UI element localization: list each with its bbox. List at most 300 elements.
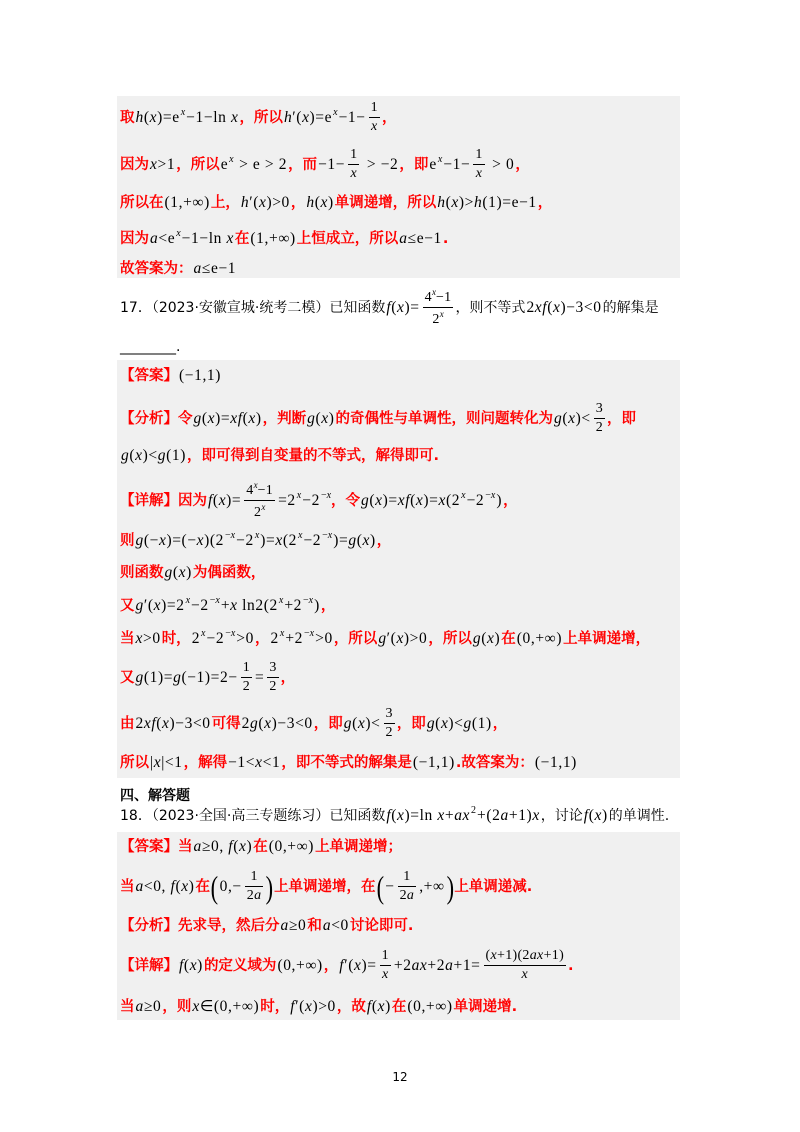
math-variable: x bbox=[487, 630, 495, 647]
math-variable: f bbox=[179, 957, 184, 974]
math-variable: x bbox=[490, 490, 496, 501]
fraction bbox=[244, 481, 275, 520]
superscript: −x bbox=[322, 530, 333, 541]
solution-line bbox=[120, 866, 532, 906]
math-expression: g′(x)=2 bbox=[135, 597, 185, 614]
red-bold-text: 当 bbox=[120, 879, 135, 895]
math-expression: g(x)=xf(x)=x(2 bbox=[361, 492, 461, 509]
red-bold-text: ， bbox=[537, 195, 553, 211]
math-variable: x bbox=[275, 532, 283, 549]
red-bold-text: 在 bbox=[234, 231, 250, 247]
math-variable: a bbox=[254, 888, 262, 903]
math-expression: −1 bbox=[435, 290, 452, 305]
math-variable: x bbox=[381, 967, 389, 982]
math-expression: f(x)=ln x+ax bbox=[386, 807, 471, 824]
math-variable: x bbox=[375, 492, 383, 509]
math-variable: a bbox=[406, 888, 415, 903]
math-variable: x bbox=[153, 754, 162, 771]
math-variable: x bbox=[135, 630, 143, 647]
red-bold-text: 在 bbox=[253, 839, 268, 855]
red-bold-text: 上， bbox=[210, 195, 240, 211]
superscript bbox=[438, 154, 442, 165]
red-bold-text: 【答案】当 bbox=[120, 839, 193, 855]
solution-line bbox=[120, 945, 574, 985]
math-variable: f bbox=[208, 492, 213, 509]
red-bold-text: 上单调递增，在 bbox=[274, 879, 376, 895]
math-variable: g bbox=[307, 410, 316, 427]
math-expression: f(x) bbox=[583, 807, 608, 824]
math-variable: x bbox=[264, 715, 272, 732]
math-expression: 2g(x)−3<0 bbox=[241, 715, 313, 732]
math-variable: x bbox=[490, 948, 498, 963]
red-bold-text: 在 bbox=[195, 879, 210, 895]
red-bold-text: ，所以 bbox=[239, 110, 283, 126]
red-bold-text: ，解得 bbox=[183, 755, 228, 771]
math-expression: (−1,1) bbox=[534, 754, 577, 771]
math-variable: x bbox=[438, 492, 446, 509]
math-expression: (0,+∞) bbox=[407, 998, 453, 1015]
math-variable: x bbox=[326, 490, 332, 501]
math-variable: g bbox=[164, 564, 173, 581]
math-expression: g(x)<g(1) bbox=[426, 715, 492, 732]
math-variable: g bbox=[343, 715, 353, 732]
red-bold-text: 所以 bbox=[120, 755, 149, 771]
math-variable: x bbox=[162, 715, 170, 732]
math-variable: ax bbox=[411, 957, 428, 974]
math-variable: x bbox=[521, 967, 529, 982]
math-variable: x bbox=[431, 287, 436, 297]
math-expression: e bbox=[220, 156, 229, 173]
math-expression: f′(x)= bbox=[339, 957, 377, 974]
math-expression: +(2a+1)x bbox=[477, 807, 540, 824]
math-expression: e bbox=[429, 156, 437, 173]
math-variable: x bbox=[254, 530, 260, 541]
math-expression bbox=[522, 967, 529, 982]
solution-line bbox=[120, 97, 396, 137]
math-variable: ax bbox=[454, 807, 471, 824]
question-text: ，则不等式 bbox=[455, 300, 526, 316]
math-variable: x bbox=[357, 715, 366, 732]
big-parenthesis: ( bbox=[210, 868, 219, 905]
fraction-numerator bbox=[241, 661, 252, 678]
red-bold-text: 则 bbox=[120, 533, 135, 549]
math-variable: x bbox=[158, 532, 167, 549]
math-variable: x bbox=[320, 194, 329, 211]
solution-line bbox=[120, 703, 507, 743]
math-variable: ax bbox=[529, 948, 544, 963]
superscript: −x bbox=[320, 490, 332, 501]
math-expression: a<0 bbox=[322, 917, 349, 934]
fraction-numerator bbox=[244, 481, 275, 501]
superscript: −x bbox=[209, 595, 220, 606]
math-expression: = bbox=[255, 669, 265, 686]
math-expression: g(x)< bbox=[554, 410, 591, 427]
math-expression: −2 bbox=[303, 532, 322, 549]
math-variable: x bbox=[298, 530, 303, 541]
solution-line bbox=[120, 144, 530, 184]
red-bold-text: 和 bbox=[307, 918, 322, 934]
math-variable: a bbox=[150, 230, 159, 247]
math-expression: a≥0, f(x) bbox=[193, 838, 253, 855]
math-variable: g bbox=[157, 447, 167, 464]
math-variable: x bbox=[196, 532, 205, 549]
fraction bbox=[398, 870, 417, 903]
superscript bbox=[176, 228, 180, 239]
math-variable: x bbox=[189, 957, 198, 974]
math-variable: x bbox=[215, 595, 220, 606]
superscript bbox=[298, 530, 302, 541]
math-variable: x bbox=[437, 807, 445, 824]
superscript bbox=[186, 595, 190, 606]
superscript: −x bbox=[225, 628, 236, 639]
fraction-denominator bbox=[241, 678, 252, 694]
math-variable: g bbox=[361, 492, 370, 509]
big-parenthesis: ) bbox=[446, 868, 454, 905]
math-variable: x bbox=[415, 492, 424, 509]
math-variable: x bbox=[461, 490, 466, 501]
math-expression: 2a bbox=[399, 888, 415, 903]
red-bold-text: ，即 bbox=[396, 716, 426, 732]
math-expression: >0 bbox=[315, 630, 333, 647]
math-variable: a bbox=[193, 838, 202, 855]
math-variable: g bbox=[472, 630, 482, 647]
fraction bbox=[473, 148, 484, 181]
question-text: ________. bbox=[120, 339, 181, 355]
math-variable: g bbox=[173, 669, 182, 686]
math-expression: 1 bbox=[370, 100, 378, 115]
math-variable: a bbox=[399, 230, 408, 247]
math-expression: g′(x)>0 bbox=[378, 630, 428, 647]
solution-line bbox=[120, 826, 402, 866]
math-expression: +x ln2(2 bbox=[220, 597, 278, 614]
math-variable: g bbox=[121, 447, 130, 464]
math-variable: x bbox=[230, 109, 239, 126]
math-variable: g bbox=[193, 410, 202, 427]
math-variable: x bbox=[185, 595, 191, 606]
math-variable: g bbox=[250, 715, 259, 732]
math-variable: x bbox=[279, 628, 285, 639]
math-expression: a≤e−1 bbox=[193, 260, 237, 277]
superscript bbox=[333, 107, 337, 118]
math-variable: f bbox=[228, 838, 234, 855]
superscript bbox=[255, 530, 259, 541]
math-variable: x bbox=[371, 119, 378, 134]
fraction-denominator bbox=[244, 501, 275, 520]
math-variable: x bbox=[594, 807, 602, 824]
fraction-denominator bbox=[398, 887, 417, 903]
fraction-numerator bbox=[594, 402, 605, 419]
red-bold-text: 上恒成立，所以 bbox=[296, 231, 399, 247]
math-variable: g bbox=[378, 630, 387, 647]
red-bold-text: ，而 bbox=[288, 157, 318, 173]
red-bold-text: 【详解】 bbox=[120, 958, 178, 974]
math-expression: a<e bbox=[150, 230, 176, 247]
fraction-denominator bbox=[348, 165, 359, 181]
red-bold-text: ，则 bbox=[162, 999, 192, 1015]
red-bold-text: ， bbox=[323, 958, 339, 974]
math-variable: x bbox=[150, 156, 158, 173]
math-expression: h′(x)=e bbox=[283, 109, 333, 126]
math-expression: a≥0 bbox=[135, 998, 162, 1015]
math-expression: (0,+∞) bbox=[516, 630, 563, 647]
fraction-denominator bbox=[484, 966, 567, 982]
math-variable: h bbox=[240, 194, 250, 211]
math-variable: x bbox=[439, 309, 444, 319]
math-variable: h bbox=[135, 109, 144, 126]
question-text: 的单调性. bbox=[608, 808, 670, 824]
red-bold-text: 又 bbox=[120, 598, 135, 614]
math-variable: x bbox=[255, 754, 263, 771]
fraction-numerator bbox=[267, 661, 278, 678]
math-expression: +2 bbox=[285, 630, 304, 647]
red-bold-text: 则函数 bbox=[120, 565, 164, 581]
math-expression: (0,+∞) bbox=[277, 957, 323, 974]
superscript bbox=[297, 490, 301, 501]
fraction-numerator bbox=[484, 949, 567, 966]
math-variable: xf bbox=[230, 410, 243, 427]
math-variable: g bbox=[348, 532, 357, 549]
math-expression: g(x)<g(1) bbox=[121, 447, 186, 464]
math-variable: a bbox=[445, 957, 454, 974]
red-bold-text: ，判断 bbox=[262, 411, 307, 427]
page-number: 12 bbox=[392, 1070, 408, 1084]
math-expression: ) bbox=[314, 597, 320, 614]
superscript bbox=[440, 309, 444, 319]
math-expression: − bbox=[385, 878, 395, 895]
math-expression: f(x) bbox=[366, 998, 391, 1015]
math-expression: −1−ln x bbox=[186, 109, 239, 126]
math-variable: h bbox=[306, 194, 315, 211]
math-variable: x bbox=[451, 194, 459, 211]
solution-line bbox=[120, 657, 295, 697]
math-variable: x bbox=[230, 628, 236, 639]
math-expression: a<0, f(x) bbox=[135, 878, 195, 895]
math-expression bbox=[371, 119, 378, 134]
question-text: 17．（2023·安徽宣城·统考二模）已知函数 bbox=[120, 300, 386, 316]
math-variable: x bbox=[532, 807, 540, 824]
red-bold-text: ，故 bbox=[336, 999, 366, 1015]
math-expression: =2 bbox=[278, 492, 296, 509]
solution-line bbox=[120, 986, 517, 1026]
math-expression: g(x)=xf(x) bbox=[193, 410, 262, 427]
math-variable: g bbox=[426, 715, 436, 732]
fraction bbox=[348, 148, 359, 181]
math-expression: x>1 bbox=[150, 156, 176, 173]
red-bold-text: ， bbox=[376, 533, 392, 549]
superscript: 2 bbox=[471, 805, 477, 816]
question-line bbox=[120, 287, 659, 327]
math-expression: g(−x)=(−x)(2 bbox=[135, 532, 225, 549]
math-expression: (0,+∞) bbox=[268, 838, 315, 855]
math-variable: x bbox=[218, 492, 227, 509]
math-variable: h bbox=[283, 109, 293, 126]
math-expression: −1− bbox=[443, 156, 471, 173]
solution-line bbox=[120, 248, 237, 288]
math-variable: x bbox=[397, 807, 405, 824]
math-variable: g bbox=[135, 532, 144, 549]
red-bold-text: ， bbox=[290, 195, 306, 211]
math-expression: > e > 2 bbox=[234, 156, 288, 173]
math-variable: g bbox=[135, 597, 144, 614]
math-variable: a bbox=[280, 917, 289, 934]
question-text: 18．（2023·全国·高三专题练习）已知函数 bbox=[120, 808, 386, 824]
fraction-numerator bbox=[380, 949, 391, 966]
math-variable: g bbox=[463, 715, 472, 732]
fraction-numerator bbox=[423, 288, 454, 308]
math-expression: x∈(0,+∞) bbox=[192, 998, 260, 1015]
red-bold-text: ，即 bbox=[607, 411, 637, 427]
red-bold-text: 上单调递增； bbox=[315, 839, 403, 855]
math-expression: −1−ln x bbox=[181, 230, 234, 247]
math-variable: x bbox=[475, 166, 483, 181]
fraction-numerator bbox=[384, 707, 395, 724]
math-variable: x bbox=[278, 595, 284, 606]
fraction-denominator bbox=[423, 308, 454, 327]
math-variable: x bbox=[296, 490, 302, 501]
math-expression: 2 bbox=[191, 630, 201, 647]
fraction-denominator bbox=[245, 887, 264, 903]
red-bold-text: ，所以 bbox=[428, 631, 472, 647]
red-bold-text: ， bbox=[320, 598, 336, 614]
section-heading: 四、解答题 bbox=[120, 788, 190, 804]
math-expression: 2xf(x)−3<0 bbox=[526, 299, 602, 316]
math-variable: f bbox=[170, 878, 176, 895]
math-expression: >0 bbox=[236, 630, 254, 647]
math-variable: x bbox=[440, 715, 449, 732]
math-expression: +2 bbox=[284, 597, 303, 614]
math-expression: (1,+∞) bbox=[250, 230, 296, 247]
math-expression: 1 bbox=[475, 147, 483, 162]
red-bold-text: ，所以 bbox=[176, 157, 220, 173]
red-bold-text: ， bbox=[381, 110, 397, 126]
red-bold-text: 故答案为： bbox=[120, 261, 193, 277]
math-variable: f bbox=[386, 299, 392, 316]
superscript bbox=[280, 628, 284, 639]
math-variable: x bbox=[327, 530, 333, 541]
math-expression: ,+∞ bbox=[419, 878, 445, 895]
math-expression: 3 bbox=[595, 401, 604, 416]
math-variable: x bbox=[207, 410, 216, 427]
math-expression: f(x)= bbox=[386, 299, 420, 316]
math-expression: −2 bbox=[236, 532, 254, 549]
math-variable: f bbox=[386, 807, 392, 824]
fraction-numerator bbox=[245, 870, 264, 887]
red-bold-text: 可得 bbox=[211, 716, 241, 732]
math-expression: h(x)>h(1)=e−1 bbox=[437, 194, 537, 211]
fraction-numerator bbox=[348, 148, 359, 165]
math-expression: x>0 bbox=[135, 630, 161, 647]
math-variable: x bbox=[230, 530, 236, 541]
question-text: ，讨论 bbox=[540, 808, 583, 824]
math-expression: 3 bbox=[269, 660, 277, 675]
math-expression: 1 bbox=[242, 660, 250, 675]
math-variable: x bbox=[396, 630, 404, 647]
math-variable: xf bbox=[397, 492, 411, 509]
math-expression bbox=[382, 967, 389, 982]
math-expression: 2xf(x)−3<0 bbox=[135, 715, 211, 732]
red-bold-text: 上单调递减. bbox=[454, 879, 533, 895]
math-variable: x bbox=[353, 957, 362, 974]
math-variable: x bbox=[568, 410, 576, 427]
math-variable: x bbox=[253, 480, 258, 490]
math-expression bbox=[351, 166, 358, 181]
red-bold-text: ， bbox=[515, 157, 530, 173]
math-expression: −2 bbox=[191, 597, 209, 614]
red-bold-text: 因为 bbox=[120, 231, 149, 247]
red-bold-text: ，即不等式的解集是 bbox=[281, 755, 412, 771]
red-bold-text: .故答案为： bbox=[455, 755, 534, 771]
math-variable: x bbox=[238, 838, 247, 855]
red-bold-text: 单调递增. bbox=[453, 999, 518, 1015]
math-expression: h(x) bbox=[306, 194, 334, 211]
fraction-numerator bbox=[398, 870, 417, 887]
math-expression: 1 bbox=[250, 869, 258, 884]
math-expression: (1,+∞) bbox=[164, 194, 210, 211]
math-expression: −2 bbox=[466, 492, 485, 509]
math-variable: x bbox=[309, 628, 315, 639]
fraction bbox=[380, 949, 391, 982]
fraction-denominator bbox=[267, 678, 278, 694]
red-bold-text: 【分析】令 bbox=[120, 411, 193, 427]
math-variable: g bbox=[135, 669, 144, 686]
math-variable: f bbox=[583, 807, 589, 824]
math-variable: a bbox=[193, 260, 202, 277]
math-variable: x bbox=[321, 410, 329, 427]
math-variable: x bbox=[180, 107, 186, 118]
red-bold-text: . bbox=[442, 231, 449, 247]
red-bold-text: 上单调递增， bbox=[563, 631, 651, 647]
math-variable: x bbox=[261, 502, 266, 512]
superscript: −x bbox=[303, 595, 314, 606]
red-bold-text: 当 bbox=[120, 999, 135, 1015]
math-variable: x bbox=[149, 109, 158, 126]
red-bold-text: ，即 bbox=[313, 716, 343, 732]
math-variable: x bbox=[333, 107, 338, 118]
math-expression: 2 bbox=[595, 420, 604, 435]
math-expression: −1 bbox=[257, 483, 274, 498]
math-expression: 2a bbox=[246, 888, 262, 903]
math-expression: 2 bbox=[269, 679, 277, 694]
math-expression: g(x) bbox=[472, 630, 501, 647]
math-expression: 2 bbox=[385, 725, 393, 740]
math-variable: xf bbox=[534, 299, 548, 316]
red-bold-text: ，令 bbox=[331, 493, 361, 509]
solution-line bbox=[120, 398, 636, 438]
math-variable: x bbox=[229, 154, 234, 165]
math-variable: x bbox=[362, 532, 370, 549]
fraction-numerator bbox=[473, 148, 484, 165]
math-variable: a bbox=[135, 878, 144, 895]
math-expression: 2 bbox=[254, 505, 262, 520]
math-expression: g(x) bbox=[307, 410, 335, 427]
fraction-denominator bbox=[473, 165, 484, 181]
fraction bbox=[245, 870, 264, 903]
math-expression: 1 bbox=[381, 948, 389, 963]
red-bold-text: 为偶函数， bbox=[192, 565, 266, 581]
math-variable: x bbox=[304, 998, 313, 1015]
math-expression: 1 bbox=[350, 147, 358, 162]
red-bold-text: ，即 bbox=[399, 157, 429, 173]
math-expression: 4 bbox=[246, 483, 254, 498]
math-expression: 2 bbox=[432, 312, 440, 327]
superscript: −x bbox=[304, 628, 315, 639]
math-variable: a bbox=[135, 998, 144, 1015]
math-expression: (x+1)(2ax+1) bbox=[485, 948, 565, 963]
fraction bbox=[241, 661, 252, 694]
red-bold-text: 【详解】因为 bbox=[120, 493, 207, 509]
math-variable: x bbox=[201, 628, 206, 639]
math-expression: (−1,1) bbox=[179, 367, 222, 384]
